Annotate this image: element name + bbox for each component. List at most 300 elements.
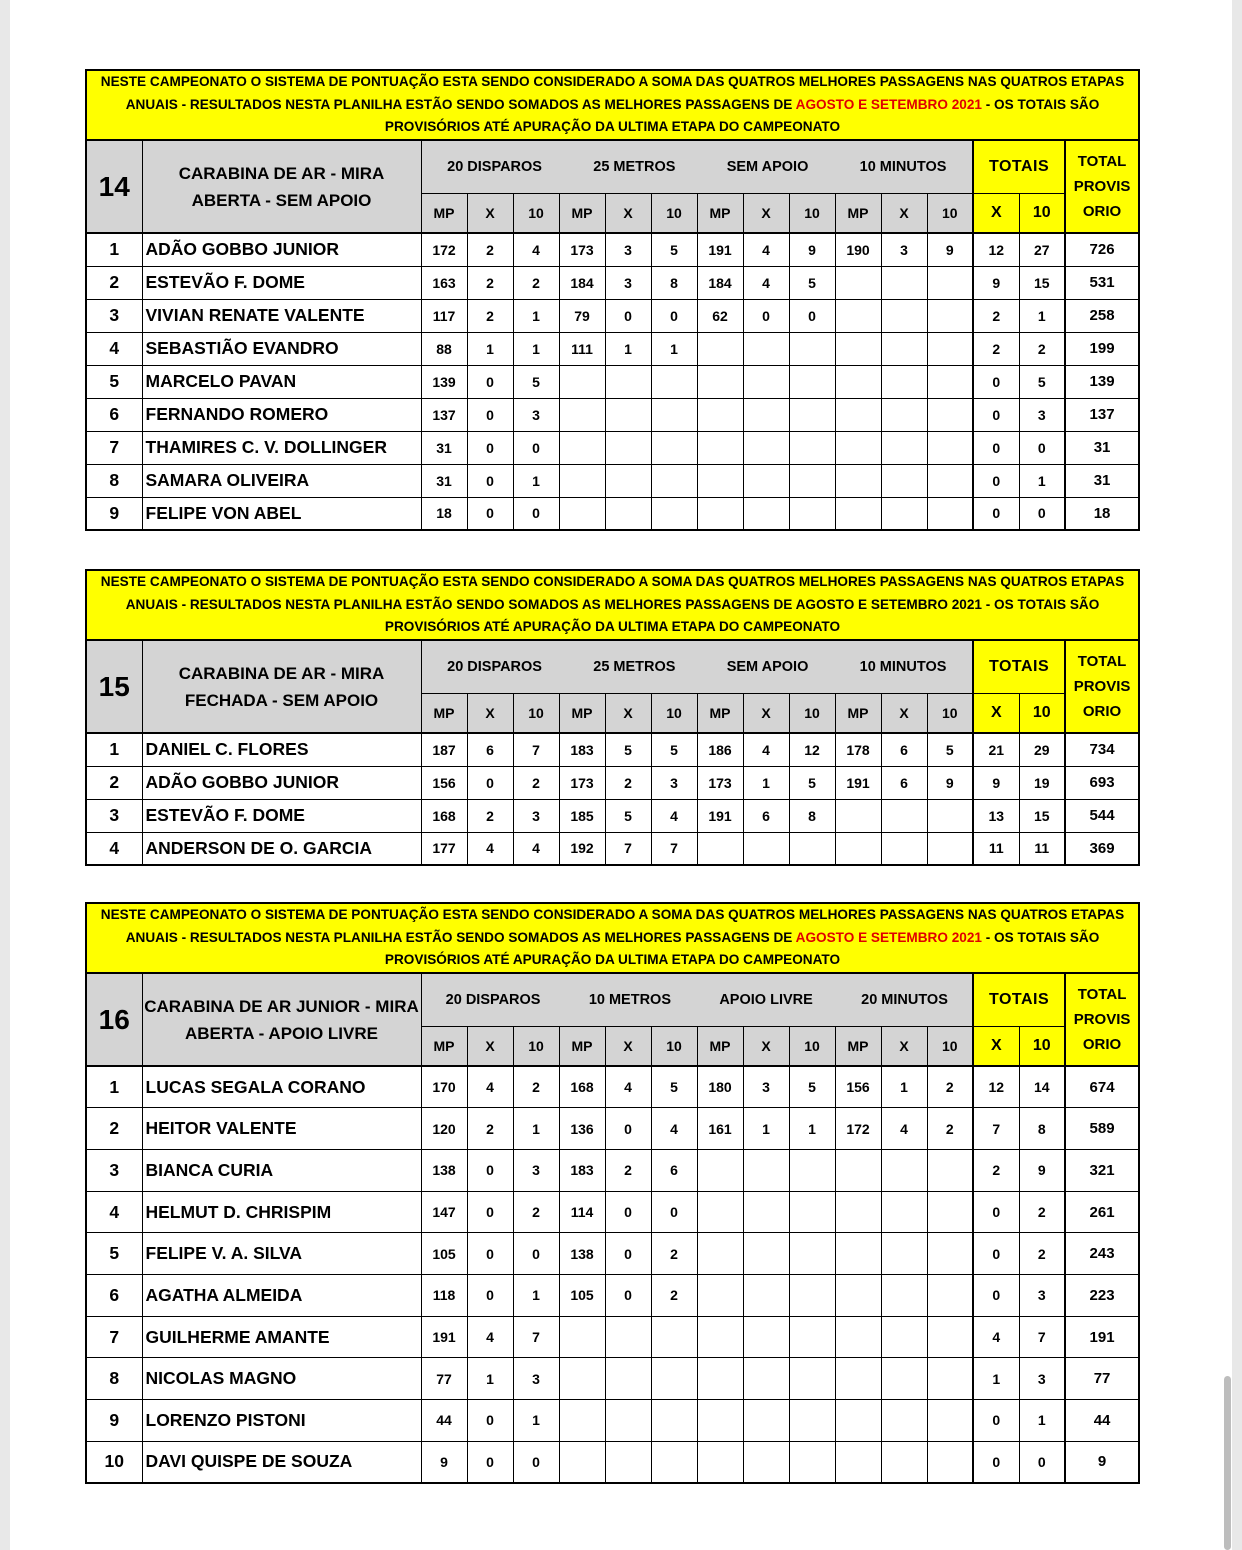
- score-cell: [927, 1149, 973, 1191]
- ranking-block-16: [85, 902, 1140, 1484]
- athlete-name-cell: FELIPE VON ABEL: [142, 497, 421, 530]
- score-cell: 31: [421, 431, 467, 464]
- column-header: X: [881, 193, 927, 233]
- column-header: X: [467, 193, 513, 233]
- score-cell: 1: [467, 1358, 513, 1400]
- score-cell: 5: [789, 266, 835, 299]
- stage-label: SEM APOIO: [726, 658, 809, 675]
- score-cell: [559, 497, 605, 530]
- totals-header: TOTAIS: [973, 973, 1065, 1026]
- score-cell: 7: [513, 1316, 559, 1358]
- athlete-name-cell: DANIEL C. FLORES: [142, 733, 421, 766]
- score-cell: [697, 1275, 743, 1317]
- score-cell: [927, 497, 973, 530]
- score-cell: [789, 1316, 835, 1358]
- notice-text: NESTE CAMPEONATO O SISTEMA DE PONTUAÇÃO ESTA SENDO CONSIDERADO A SOMA DAS QUATROS MELHORES PASSAGENS NAS QUATROS ETAPAS ANUAIS - RESULTADOS NESTA PLANILHA ESTÃO SENDO SOMADOS AS MELHORES PASSAGENS DE: [100, 74, 1125, 112]
- header-row: [86, 140, 1139, 193]
- score-cell: 184: [559, 266, 605, 299]
- column-header: 10: [651, 693, 697, 733]
- table-row: [86, 733, 1139, 766]
- total-x-cell: 0: [973, 1441, 1019, 1483]
- score-cell: 191: [697, 799, 743, 832]
- score-cell: 156: [835, 1066, 881, 1108]
- totals-x-header: X: [973, 1026, 1019, 1066]
- score-cell: 5: [927, 733, 973, 766]
- score-cell: [835, 1275, 881, 1317]
- athlete-name-cell: HEITOR VALENTE: [142, 1108, 421, 1150]
- provisional-total-cell: 31: [1065, 464, 1139, 497]
- championship-notice: [85, 902, 1140, 972]
- total-x-cell: 7: [973, 1108, 1019, 1150]
- score-cell: 1: [513, 332, 559, 365]
- score-cell: 8: [651, 266, 697, 299]
- score-cell: 9: [421, 1441, 467, 1483]
- score-cell: 105: [421, 1233, 467, 1275]
- table-row: [86, 1191, 1139, 1233]
- provisional-total-cell: 9: [1065, 1441, 1139, 1483]
- score-cell: [881, 1316, 927, 1358]
- score-cell: 2: [927, 1066, 973, 1108]
- score-cell: 6: [881, 766, 927, 799]
- provisional-total-cell: 223: [1065, 1275, 1139, 1317]
- position-cell: 1: [86, 233, 142, 266]
- score-cell: [789, 332, 835, 365]
- header-row: [86, 640, 1139, 693]
- athlete-name-cell: DAVI QUISPE DE SOUZA: [142, 1441, 421, 1483]
- score-cell: 0: [467, 431, 513, 464]
- athlete-name-cell: NICOLAS MAGNO: [142, 1358, 421, 1400]
- position-cell: 1: [86, 733, 142, 766]
- column-header: MP: [697, 193, 743, 233]
- total-10-cell: 29: [1019, 733, 1065, 766]
- table-row: [86, 332, 1139, 365]
- score-cell: 0: [467, 497, 513, 530]
- provisional-total-cell: 139: [1065, 365, 1139, 398]
- stage-label: 10 MINUTOS: [859, 658, 947, 675]
- score-cell: 0: [467, 1441, 513, 1483]
- stage-label: 10 MINUTOS: [859, 158, 947, 175]
- score-cell: 18: [421, 497, 467, 530]
- provisional-total-cell: 734: [1065, 733, 1139, 766]
- total-x-cell: 12: [973, 1066, 1019, 1108]
- championship-notice: [85, 69, 1140, 139]
- score-cell: [835, 1233, 881, 1275]
- score-cell: 44: [421, 1400, 467, 1442]
- column-header: MP: [697, 1026, 743, 1066]
- table-row: [86, 1149, 1139, 1191]
- category-title: CARABINA DE AR JUNIOR - MIRA ABERTA - APOIO LIVRE: [142, 973, 421, 1066]
- position-cell: 3: [86, 1149, 142, 1191]
- provisional-total-cell: 137: [1065, 398, 1139, 431]
- score-cell: [559, 398, 605, 431]
- column-header: 10: [513, 693, 559, 733]
- total-x-cell: 0: [973, 1233, 1019, 1275]
- score-cell: [743, 497, 789, 530]
- total-x-cell: 0: [973, 1191, 1019, 1233]
- score-cell: 173: [559, 766, 605, 799]
- score-cell: [835, 464, 881, 497]
- athlete-name-cell: HELMUT D. CHRISPIM: [142, 1191, 421, 1233]
- notice-highlight: AGOSTO E SETEMBRO 2021: [795, 929, 982, 945]
- provisional-total-cell: 44: [1065, 1400, 1139, 1442]
- score-cell: [789, 497, 835, 530]
- score-cell: 1: [743, 766, 789, 799]
- score-cell: 4: [467, 832, 513, 865]
- score-cell: 5: [789, 1066, 835, 1108]
- score-cell: 4: [743, 733, 789, 766]
- category-title: CARABINA DE AR - MIRA FECHADA - SEM APOIO: [142, 640, 421, 733]
- score-cell: 0: [605, 1191, 651, 1233]
- column-header: X: [881, 693, 927, 733]
- score-cell: [789, 365, 835, 398]
- score-cell: 5: [651, 733, 697, 766]
- score-cell: 5: [651, 1066, 697, 1108]
- table-row: [86, 1400, 1139, 1442]
- total-10-cell: 3: [1019, 1358, 1065, 1400]
- score-cell: [927, 431, 973, 464]
- total-10-cell: 5: [1019, 365, 1065, 398]
- table-row: [86, 1108, 1139, 1150]
- score-cell: 79: [559, 299, 605, 332]
- score-cell: 2: [605, 766, 651, 799]
- score-cell: 114: [559, 1191, 605, 1233]
- column-header: MP: [421, 193, 467, 233]
- results-table: [85, 139, 1140, 531]
- score-cell: [789, 1441, 835, 1483]
- score-cell: 136: [559, 1108, 605, 1150]
- score-cell: 172: [835, 1108, 881, 1150]
- score-cell: [697, 1316, 743, 1358]
- score-cell: 7: [651, 832, 697, 865]
- score-cell: [651, 1441, 697, 1483]
- total-10-cell: 11: [1019, 832, 1065, 865]
- score-cell: 2: [513, 1191, 559, 1233]
- athlete-name-cell: VIVIAN RENATE VALENTE: [142, 299, 421, 332]
- table-row: [86, 1358, 1139, 1400]
- score-cell: 170: [421, 1066, 467, 1108]
- score-cell: [697, 1191, 743, 1233]
- score-cell: 168: [559, 1066, 605, 1108]
- score-cell: [605, 1316, 651, 1358]
- score-cell: 5: [513, 365, 559, 398]
- column-header: MP: [421, 693, 467, 733]
- provisional-total-cell: 199: [1065, 332, 1139, 365]
- score-cell: [881, 1441, 927, 1483]
- score-cell: [927, 266, 973, 299]
- position-cell: 3: [86, 299, 142, 332]
- score-cell: 2: [467, 266, 513, 299]
- score-cell: [605, 1400, 651, 1442]
- total-10-cell: 1: [1019, 1400, 1065, 1442]
- score-cell: 5: [605, 799, 651, 832]
- table-row: [86, 1066, 1139, 1108]
- position-cell: 9: [86, 1400, 142, 1442]
- total-10-cell: 15: [1019, 799, 1065, 832]
- total-10-cell: 0: [1019, 431, 1065, 464]
- score-cell: [743, 1316, 789, 1358]
- score-cell: [743, 1191, 789, 1233]
- score-cell: 6: [467, 733, 513, 766]
- score-cell: 1: [789, 1108, 835, 1150]
- score-cell: [881, 431, 927, 464]
- score-cell: [697, 464, 743, 497]
- score-cell: 1: [513, 464, 559, 497]
- totals-10-header: 10: [1019, 193, 1065, 233]
- score-cell: [881, 464, 927, 497]
- score-cell: [881, 1149, 927, 1191]
- table-row: [86, 497, 1139, 530]
- score-cell: [743, 431, 789, 464]
- score-cell: 4: [881, 1108, 927, 1150]
- score-cell: [697, 1400, 743, 1442]
- document-page: [10, 0, 1232, 1550]
- totals-x-header: X: [973, 193, 1019, 233]
- score-cell: 156: [421, 766, 467, 799]
- column-header: X: [605, 193, 651, 233]
- column-header: MP: [559, 693, 605, 733]
- score-cell: [881, 1233, 927, 1275]
- score-cell: 2: [651, 1275, 697, 1317]
- score-cell: 0: [605, 299, 651, 332]
- score-cell: [651, 398, 697, 431]
- score-cell: 191: [835, 766, 881, 799]
- score-cell: [743, 1149, 789, 1191]
- score-cell: 0: [513, 497, 559, 530]
- score-cell: 190: [835, 233, 881, 266]
- table-row: [86, 1275, 1139, 1317]
- score-cell: [835, 1191, 881, 1233]
- score-cell: 2: [513, 266, 559, 299]
- column-header: X: [743, 193, 789, 233]
- score-cell: 0: [467, 1400, 513, 1442]
- score-cell: 5: [789, 766, 835, 799]
- athlete-name-cell: LUCAS SEGALA CORANO: [142, 1066, 421, 1108]
- score-cell: 2: [467, 233, 513, 266]
- position-cell: 4: [86, 832, 142, 865]
- score-cell: [743, 365, 789, 398]
- position-cell: 5: [86, 365, 142, 398]
- score-cell: [927, 1191, 973, 1233]
- total-x-cell: 12: [973, 233, 1019, 266]
- score-cell: [881, 1275, 927, 1317]
- score-cell: 77: [421, 1358, 467, 1400]
- score-cell: 0: [513, 1441, 559, 1483]
- athlete-name-cell: GUILHERME AMANTE: [142, 1316, 421, 1358]
- provisional-total-header: TOTAL PROVIS ORIO: [1065, 973, 1139, 1066]
- score-cell: [559, 1400, 605, 1442]
- score-cell: [697, 332, 743, 365]
- score-cell: 3: [513, 799, 559, 832]
- total-x-cell: 0: [973, 464, 1019, 497]
- score-cell: 185: [559, 799, 605, 832]
- table-row: [86, 832, 1139, 865]
- score-cell: 0: [467, 398, 513, 431]
- score-cell: 1: [881, 1066, 927, 1108]
- column-header: 10: [789, 693, 835, 733]
- score-cell: 191: [697, 233, 743, 266]
- notice-text: NESTE CAMPEONATO O SISTEMA DE PONTUAÇÃO ESTA SENDO CONSIDERADO A SOMA DAS QUATROS MELHORES PASSAGENS NAS QUATROS ETAPAS ANUAIS - RESULTADOS NESTA PLANILHA ESTÃO SENDO SOMADOS AS MELHORES PASSAGENS DE: [100, 907, 1125, 945]
- athlete-name-cell: ANDERSON DE O. GARCIA: [142, 832, 421, 865]
- total-x-cell: 11: [973, 832, 1019, 865]
- position-cell: 2: [86, 1108, 142, 1150]
- total-10-cell: 0: [1019, 1441, 1065, 1483]
- total-10-cell: 1: [1019, 464, 1065, 497]
- score-cell: [881, 398, 927, 431]
- column-header: MP: [697, 693, 743, 733]
- score-cell: 138: [421, 1149, 467, 1191]
- score-cell: [651, 1358, 697, 1400]
- score-cell: [559, 431, 605, 464]
- column-header: X: [743, 693, 789, 733]
- score-cell: 4: [467, 1066, 513, 1108]
- score-cell: 0: [513, 1233, 559, 1275]
- athlete-name-cell: ADÃO GOBBO JUNIOR: [142, 766, 421, 799]
- provisional-total-cell: 544: [1065, 799, 1139, 832]
- score-cell: [605, 431, 651, 464]
- score-cell: [559, 464, 605, 497]
- stage-label: 20 DISPAROS: [447, 158, 542, 175]
- table-row: [86, 233, 1139, 266]
- column-header: MP: [835, 1026, 881, 1066]
- category-title: CARABINA DE AR - MIRA ABERTA - SEM APOIO: [142, 140, 421, 233]
- score-cell: 1: [743, 1108, 789, 1150]
- position-cell: 3: [86, 799, 142, 832]
- column-header: 10: [651, 1026, 697, 1066]
- score-cell: [743, 1441, 789, 1483]
- score-cell: [559, 1441, 605, 1483]
- table-row: [86, 365, 1139, 398]
- provisional-total-cell: 191: [1065, 1316, 1139, 1358]
- score-cell: [605, 464, 651, 497]
- score-cell: [605, 398, 651, 431]
- score-cell: 0: [605, 1275, 651, 1317]
- score-cell: 191: [421, 1316, 467, 1358]
- score-cell: [881, 365, 927, 398]
- score-cell: 1: [651, 332, 697, 365]
- score-cell: 0: [605, 1108, 651, 1150]
- score-cell: [789, 832, 835, 865]
- score-cell: 0: [651, 1191, 697, 1233]
- score-cell: [697, 398, 743, 431]
- score-cell: 180: [697, 1066, 743, 1108]
- stage-label: 20 DISPAROS: [445, 991, 541, 1008]
- score-cell: [743, 398, 789, 431]
- score-cell: 192: [559, 832, 605, 865]
- provisional-total-cell: 258: [1065, 299, 1139, 332]
- total-10-cell: 0: [1019, 497, 1065, 530]
- stage-label: APOIO LIVRE: [719, 991, 813, 1008]
- score-cell: 2: [513, 766, 559, 799]
- score-cell: 2: [651, 1233, 697, 1275]
- score-cell: 183: [559, 1149, 605, 1191]
- provisional-total-cell: 261: [1065, 1191, 1139, 1233]
- table-row: [86, 398, 1139, 431]
- total-x-cell: 13: [973, 799, 1019, 832]
- stages-header: [421, 973, 973, 1026]
- table-row: [86, 1233, 1139, 1275]
- score-cell: [697, 365, 743, 398]
- score-cell: [835, 1400, 881, 1442]
- score-cell: 5: [651, 233, 697, 266]
- score-cell: 62: [697, 299, 743, 332]
- provisional-total-cell: 77: [1065, 1358, 1139, 1400]
- score-cell: [605, 1358, 651, 1400]
- athlete-name-cell: ESTEVÃO F. DOME: [142, 266, 421, 299]
- score-cell: [927, 464, 973, 497]
- total-10-cell: 8: [1019, 1108, 1065, 1150]
- column-header: MP: [559, 193, 605, 233]
- column-header: MP: [559, 1026, 605, 1066]
- results-table: [85, 639, 1140, 866]
- score-cell: 4: [743, 266, 789, 299]
- provisional-total-cell: 726: [1065, 233, 1139, 266]
- position-cell: 2: [86, 266, 142, 299]
- score-cell: 2: [467, 799, 513, 832]
- scrollbar-thumb[interactable]: [1224, 1376, 1231, 1550]
- score-cell: 147: [421, 1191, 467, 1233]
- provisional-total-cell: 693: [1065, 766, 1139, 799]
- total-10-cell: 1: [1019, 299, 1065, 332]
- position-cell: 7: [86, 1316, 142, 1358]
- notice-text-end: - OS TOTAIS SÃO PROVISÓRIOS ATÉ APURAÇÃO DA ULTIMA ETAPA DO CAMPEONATO: [384, 929, 1100, 968]
- score-cell: 0: [743, 299, 789, 332]
- score-cell: 1: [513, 1108, 559, 1150]
- score-cell: [605, 497, 651, 530]
- column-header: 10: [789, 1026, 835, 1066]
- score-cell: 117: [421, 299, 467, 332]
- score-cell: 5: [605, 733, 651, 766]
- total-x-cell: 4: [973, 1316, 1019, 1358]
- score-cell: 0: [467, 766, 513, 799]
- stages-header: [421, 640, 973, 693]
- score-cell: [927, 799, 973, 832]
- score-cell: 4: [513, 233, 559, 266]
- position-cell: 8: [86, 464, 142, 497]
- position-cell: 6: [86, 1275, 142, 1317]
- athlete-name-cell: ESTEVÃO F. DOME: [142, 799, 421, 832]
- score-cell: 138: [559, 1233, 605, 1275]
- score-cell: [927, 1441, 973, 1483]
- score-cell: [743, 1400, 789, 1442]
- totals-10-header: 10: [1019, 693, 1065, 733]
- total-x-cell: 2: [973, 299, 1019, 332]
- score-cell: 3: [605, 233, 651, 266]
- provisional-total-cell: 674: [1065, 1066, 1139, 1108]
- total-x-cell: 21: [973, 733, 1019, 766]
- score-cell: 3: [743, 1066, 789, 1108]
- athlete-name-cell: THAMIRES C. V. DOLLINGER: [142, 431, 421, 464]
- score-cell: [743, 1275, 789, 1317]
- score-cell: 0: [467, 464, 513, 497]
- totals-10-header: 10: [1019, 1026, 1065, 1066]
- score-cell: [697, 1358, 743, 1400]
- score-cell: [927, 1233, 973, 1275]
- position-cell: 5: [86, 1233, 142, 1275]
- total-x-cell: 2: [973, 332, 1019, 365]
- score-cell: [835, 1441, 881, 1483]
- total-x-cell: 0: [973, 431, 1019, 464]
- score-cell: 4: [467, 1316, 513, 1358]
- score-cell: 4: [743, 233, 789, 266]
- score-cell: 0: [467, 1191, 513, 1233]
- score-cell: 4: [513, 832, 559, 865]
- score-cell: [559, 365, 605, 398]
- score-cell: [743, 464, 789, 497]
- score-cell: 120: [421, 1108, 467, 1150]
- total-10-cell: 3: [1019, 398, 1065, 431]
- total-10-cell: 7: [1019, 1316, 1065, 1358]
- total-x-cell: 1: [973, 1358, 1019, 1400]
